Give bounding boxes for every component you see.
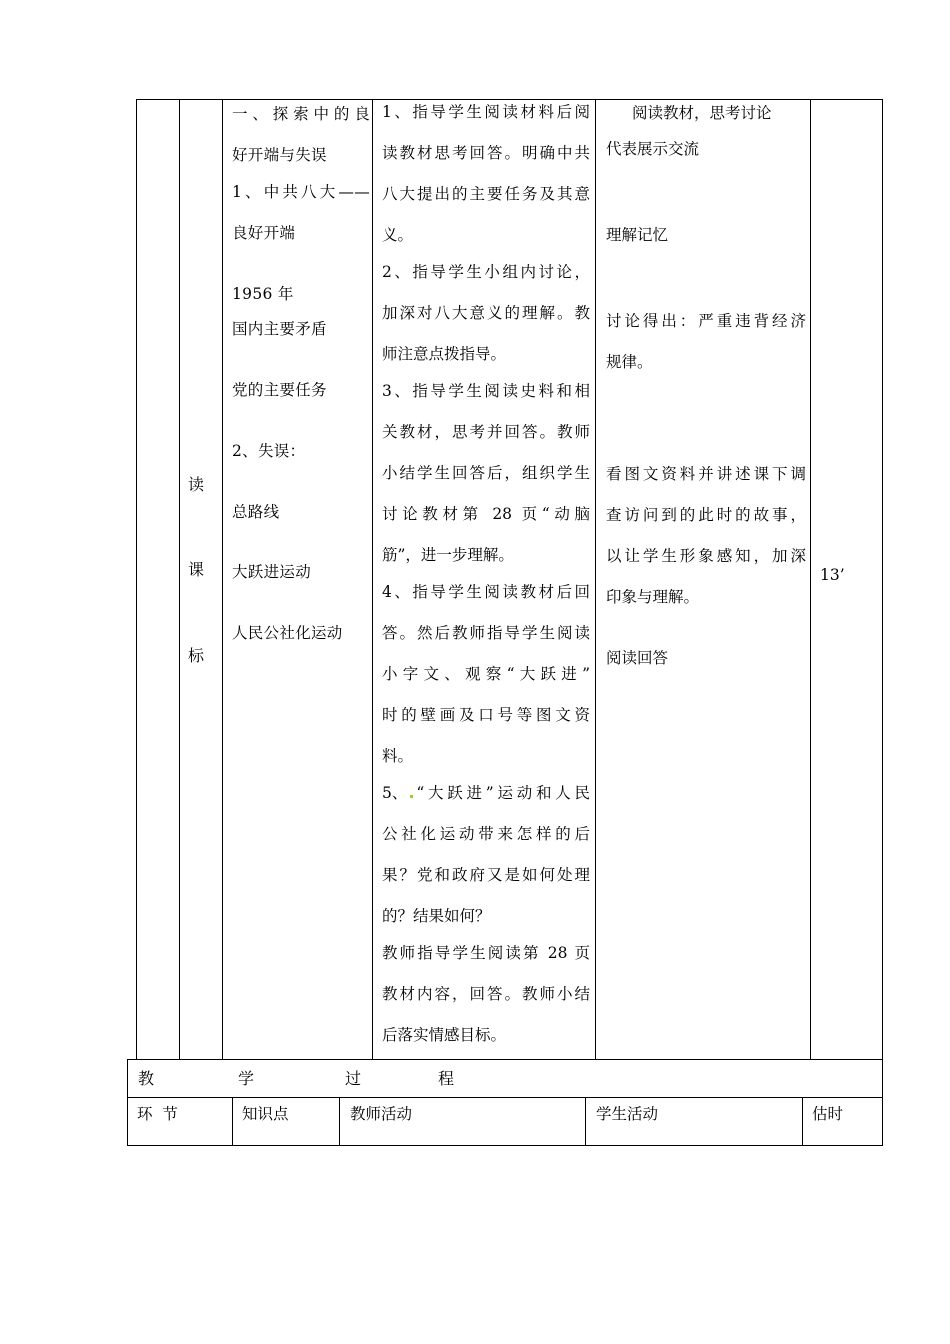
teacher-item-5-text: “大跃进”运动和人民 [416, 784, 590, 802]
estimated-time: 13’ [820, 566, 845, 584]
process-header-char-4: 程 [438, 1069, 455, 1088]
knowledge-line: 总路线 [232, 503, 280, 521]
student-activity-line: 讨论得出：严重违背经济 [606, 312, 806, 330]
knowledge-line: 好开端与失误 [232, 146, 327, 164]
column-header-section: 环 节 [137, 1105, 178, 1123]
student-activity-line: 规律。 [606, 353, 653, 371]
lower-table-right-border [882, 1059, 883, 1146]
teacher-activity-line: 果？党和政府又是如何处理 [382, 866, 590, 884]
knowledge-line: 1、中共八大—— [232, 183, 370, 201]
student-activity-line: 查访问到的此时的故事， [606, 506, 806, 524]
lower-table-top-border [127, 1059, 883, 1060]
teacher-activity-line: 的？结果如何？ [382, 907, 491, 925]
teacher-activity-line: 筋”，进一步理解。 [382, 546, 514, 564]
upper-table-left-border [136, 99, 137, 1060]
teacher-activity-line: 义。 [382, 226, 414, 244]
teacher-activity-line: 讨论教材第 28 页“动脑 [382, 505, 590, 523]
lower-table-left-border [127, 1059, 128, 1146]
teacher-activity-line: 4、指导学生阅读教材后回 [382, 583, 590, 601]
teacher-activity-line: 后落实情感目标。 [382, 1026, 507, 1044]
teacher-activity-line: 八大提出的主要任务及其意 [382, 185, 590, 203]
student-activity-line: 看图文资料并讲述课下调 [606, 465, 806, 483]
teacher-item-5-number: 5、 [382, 784, 408, 802]
teacher-activity-line: 时的壁画及口号等图文资 [382, 706, 590, 724]
teacher-activity-line: 加深对八大意义的理解。教 [382, 304, 590, 322]
teacher-activity-line: 3、指导学生阅读史料和相 [382, 382, 590, 400]
teacher-activity-line: 2、指导学生小组内讨论， [382, 263, 590, 281]
teacher-activity-line: 小结学生回答后，组织学生 [382, 464, 590, 482]
lower-col-divider-3 [585, 1097, 586, 1146]
upper-col-divider-2 [222, 99, 223, 1060]
teacher-activity-line: 1、指导学生阅读材料后阅 [382, 103, 590, 121]
process-header-char-1: 教 [138, 1069, 155, 1088]
student-activity-line: 代表展示交流 [606, 140, 700, 158]
knowledge-line: 大跃进运动 [232, 563, 312, 581]
upper-table-top-border [136, 99, 883, 100]
upper-col-divider-5 [810, 99, 811, 1060]
lower-table-mid-border [127, 1097, 883, 1098]
knowledge-line: 党的主要任务 [232, 381, 327, 399]
teacher-activity-line: 教材内容，回答。教师小结 [382, 985, 590, 1003]
upper-col-divider-4 [595, 99, 596, 1060]
knowledge-line: 2、失误： [232, 442, 306, 460]
teacher-activity-line-with-mark [382, 783, 590, 803]
upper-table-right-border [882, 99, 883, 1060]
column-header-time: 估时 [812, 1105, 844, 1123]
lower-table-bottom-border [127, 1145, 883, 1146]
teacher-activity-line: 答。然后教师指导学生阅读 [382, 624, 590, 642]
upper-col-divider-3 [372, 99, 373, 1060]
student-activity-line: 阅读教材，思考讨论 [632, 104, 772, 122]
section-label-char-2: 课 [188, 560, 205, 579]
student-activity-line: 以让学生形象感知，加深 [606, 547, 806, 565]
green-dot-mark [410, 795, 413, 798]
teacher-activity-line: 公社化运动带来怎样的后 [382, 825, 590, 843]
column-header-knowledge: 知识点 [242, 1105, 289, 1123]
process-header-char-3: 过 [345, 1069, 362, 1088]
lower-col-divider-2 [339, 1097, 340, 1146]
teacher-activity-line: 读教材思考回答。明确中共 [382, 144, 590, 162]
knowledge-line: 国内主要矛盾 [232, 320, 327, 338]
knowledge-line: 一、探索中的良 [232, 105, 370, 123]
upper-col-divider-1 [179, 99, 180, 1060]
knowledge-line: 良好开端 [232, 224, 296, 242]
knowledge-line: 1956 年 [232, 285, 294, 303]
teacher-activity-line: 师注意点拨指导。 [382, 345, 507, 363]
process-header-char-2: 学 [238, 1069, 255, 1088]
lower-col-divider-1 [232, 1097, 233, 1146]
section-label-char-1: 读 [188, 475, 205, 494]
column-header-student: 学生活动 [596, 1105, 659, 1123]
column-header-teacher: 教师活动 [350, 1105, 413, 1123]
student-activity-line: 印象与理解。 [606, 588, 700, 606]
student-activity-line: 理解记忆 [606, 226, 669, 244]
knowledge-line: 人民公社化运动 [232, 624, 343, 642]
section-label-char-3: 标 [188, 646, 205, 665]
lower-col-divider-4 [802, 1097, 803, 1146]
teacher-activity-line: 料。 [382, 747, 414, 765]
teacher-activity-line: 小字文、观察“大跃进” [382, 665, 590, 683]
teacher-activity-line: 关教材，思考并回答。教师 [382, 423, 590, 441]
student-activity-line: 阅读回答 [606, 649, 669, 667]
teacher-activity-line: 教师指导学生阅读第 28 页 [382, 944, 590, 962]
